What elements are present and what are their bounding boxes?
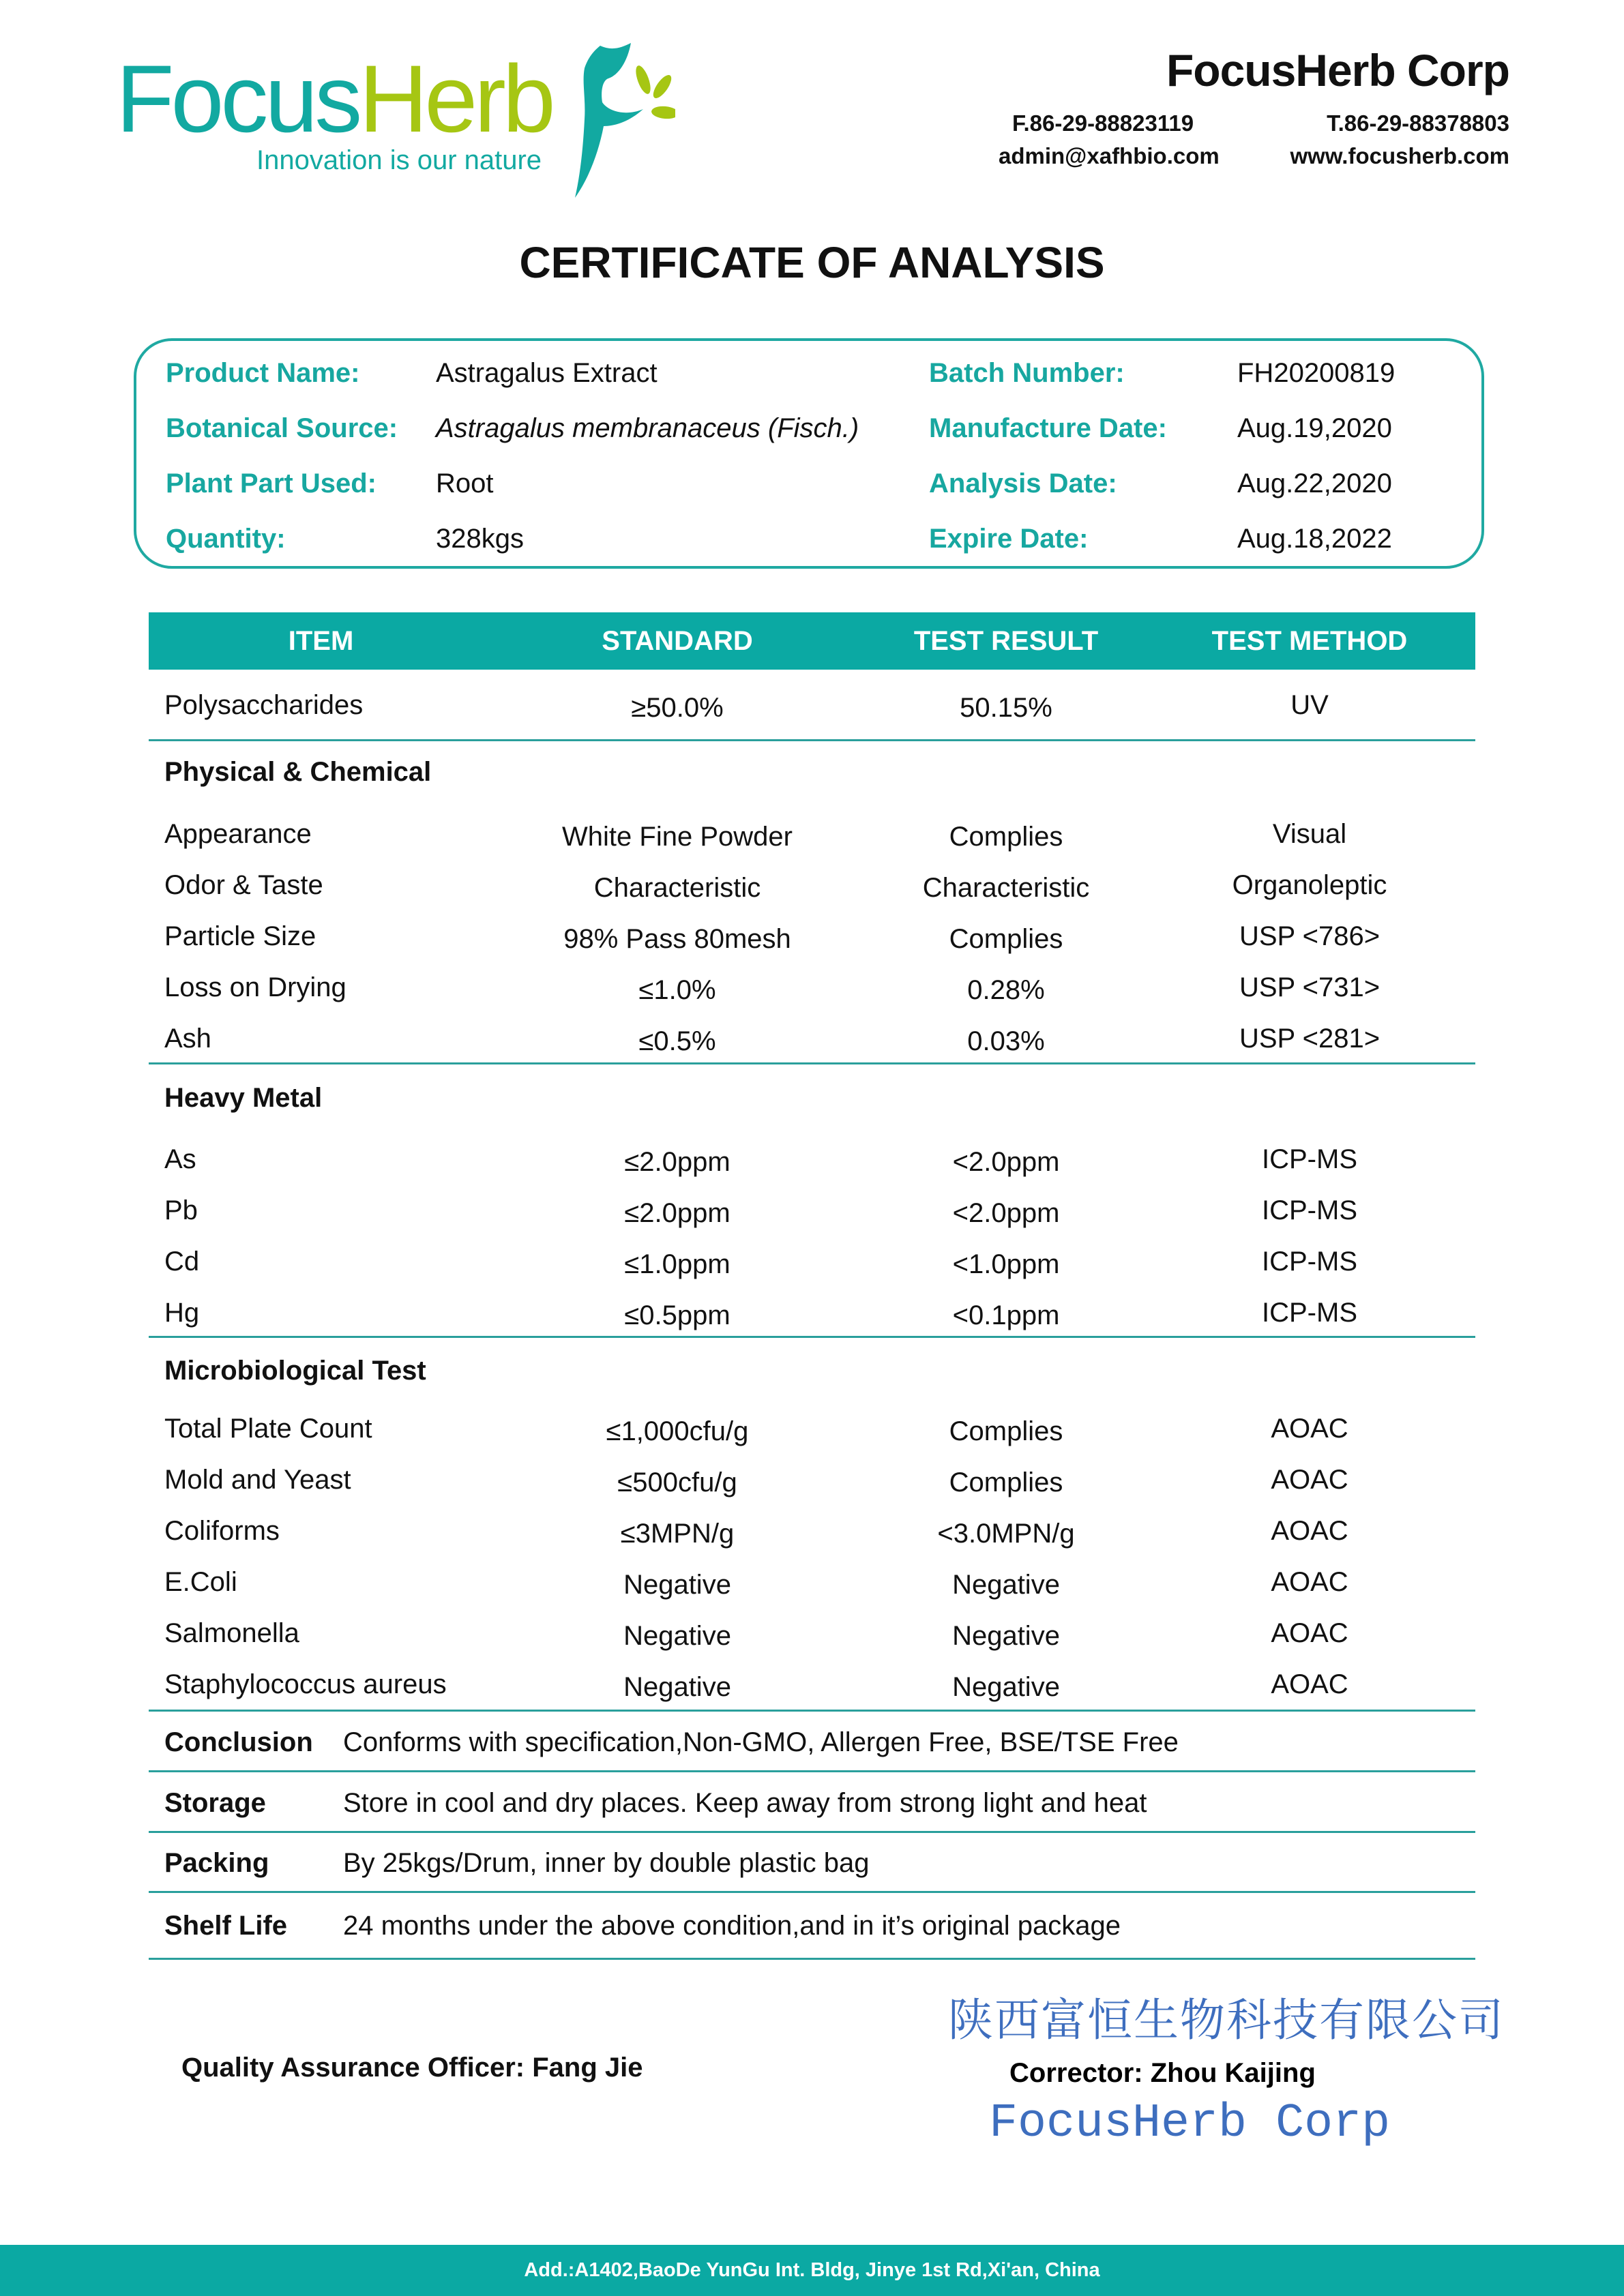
cell-item: Polysaccharides <box>164 690 364 720</box>
logo-tagline: Innovation is our nature <box>256 145 542 175</box>
cell-test-method: AOAC <box>1271 1618 1348 1648</box>
info-value: Astragalus membranaceus (Fisch.) <box>436 413 859 443</box>
info-value: Root <box>436 468 494 498</box>
info-label: Botanical Source: <box>166 413 398 443</box>
cell-standard: ≤500cfu/g <box>617 1467 737 1497</box>
cell-standard: White Fine Powder <box>562 822 793 852</box>
note-label: Shelf Life <box>164 1911 288 1941</box>
info-value: 328kgs <box>436 524 524 554</box>
cell-test-method: USP <731> <box>1239 972 1381 1002</box>
cell-item: Ash <box>164 1024 211 1054</box>
cell-test-result: <2.0ppm <box>952 1198 1060 1228</box>
company-name: FocusHerb Corp <box>1166 45 1509 95</box>
cell-standard: Characteristic <box>593 873 761 903</box>
row-divider <box>149 1062 1475 1064</box>
stamp-english-text: FocusHerb Corp <box>989 2097 1391 2151</box>
cell-test-method: Organoleptic <box>1232 870 1387 900</box>
cell-standard: 98% Pass 80mesh <box>563 924 791 954</box>
row-divider <box>149 1831 1475 1833</box>
company-email[interactable]: admin@xafhbio.com <box>999 143 1220 168</box>
cell-test-result: Complies <box>949 822 1063 852</box>
cell-test-result: Complies <box>949 1416 1063 1446</box>
info-value: Astragalus Extract <box>436 358 658 388</box>
row-divider <box>149 1336 1475 1338</box>
column-header-test-method: TEST METHOD <box>1211 626 1408 656</box>
cell-standard: ≤1.0% <box>638 975 716 1005</box>
cell-test-method: UV <box>1290 690 1329 720</box>
company-fax: F.86-29-88823119 <box>1012 110 1194 136</box>
info-label: Batch Number: <box>929 358 1125 388</box>
row-divider <box>149 1891 1475 1893</box>
cell-item: As <box>164 1144 196 1174</box>
logo-word-herb: Herb <box>359 45 552 152</box>
cell-item: Hg <box>164 1298 200 1328</box>
cell-standard: Negative <box>623 1570 731 1600</box>
cell-item: Mold and Yeast <box>164 1465 351 1495</box>
company-logo <box>116 38 675 208</box>
info-label: Plant Part Used: <box>166 468 377 498</box>
cell-test-method: AOAC <box>1271 1414 1348 1444</box>
cell-test-result: Negative <box>952 1672 1060 1702</box>
cell-test-result: <2.0ppm <box>952 1147 1060 1177</box>
cell-item: Staphylococcus aureus <box>164 1669 447 1699</box>
cell-test-method: AOAC <box>1271 1516 1348 1546</box>
company-phone: T.86-29-88378803 <box>1327 110 1509 136</box>
row-divider <box>149 739 1475 741</box>
cell-standard: ≤2.0ppm <box>624 1198 730 1228</box>
cell-test-method: ICP-MS <box>1262 1195 1357 1225</box>
cell-item: Appearance <box>164 819 312 849</box>
cell-test-result: Negative <box>952 1570 1060 1600</box>
cell-test-result: Complies <box>949 924 1063 954</box>
column-header-item: ITEM <box>288 626 354 656</box>
note-text: By 25kgs/Drum, inner by double plastic bag <box>343 1848 870 1878</box>
cell-test-method: ICP-MS <box>1262 1247 1357 1277</box>
cell-item: Salmonella <box>164 1618 299 1648</box>
cell-test-method: ICP-MS <box>1262 1144 1357 1174</box>
cell-standard: ≤0.5ppm <box>624 1300 730 1330</box>
cell-test-result: 50.15% <box>960 693 1052 723</box>
info-value: FH20200819 <box>1237 358 1396 388</box>
cell-standard: ≤2.0ppm <box>624 1147 730 1177</box>
company-website[interactable]: www.focusherb.com <box>1290 143 1509 168</box>
footer-address: Add.:A1402,BaoDe YunGu Int. Bldg, Jinye 1st Rd,Xi'an, China <box>0 2245 1624 2296</box>
cell-item: Coliforms <box>164 1516 280 1546</box>
qa-officer-signature: Quality Assurance Officer: Fang Jie <box>181 2053 643 2083</box>
cell-test-result: Complies <box>949 1467 1063 1497</box>
stamp-chinese-text: 陕西富恒生物科技有限公司 <box>948 1994 1505 2046</box>
note-label: Conclusion <box>164 1727 313 1757</box>
column-header-test-result: TEST RESULT <box>913 626 1099 656</box>
cell-item: Particle Size <box>164 921 316 951</box>
logo-wordmark <box>116 45 552 152</box>
cell-test-result: Characteristic <box>922 873 1090 903</box>
section-heading: Physical & Chemical <box>164 757 432 787</box>
cell-item: Odor & Taste <box>164 870 323 900</box>
cell-test-result: Negative <box>952 1621 1060 1651</box>
note-text: 24 months under the above condition,and in it’s original package <box>343 1911 1121 1941</box>
cell-test-method: AOAC <box>1271 1567 1348 1597</box>
cell-standard: Negative <box>623 1672 731 1702</box>
column-header-standard: STANDARD <box>602 626 753 656</box>
info-label: Manufacture Date: <box>929 413 1167 443</box>
corrector-signature: Corrector: Zhou Kaijing <box>1009 2058 1316 2088</box>
logo-word-focus: Focus <box>116 45 359 152</box>
cell-standard: ≤1.0ppm <box>624 1249 730 1279</box>
cell-standard: ≤0.5% <box>638 1026 716 1056</box>
section-heading: Microbiological Test <box>164 1356 426 1386</box>
section-heading: Heavy Metal <box>164 1083 323 1113</box>
note-text: Conforms with specification,Non-GMO, Allergen Free, BSE/TSE Free <box>343 1727 1179 1757</box>
row-divider <box>149 1770 1475 1772</box>
document-title: CERTIFICATE OF ANALYSIS <box>519 238 1105 287</box>
cell-test-result: <1.0ppm <box>952 1249 1060 1279</box>
cell-test-method: Visual <box>1272 819 1347 849</box>
cell-item: Pb <box>164 1195 198 1225</box>
table-header <box>149 612 1475 670</box>
cell-item: E.Coli <box>164 1567 237 1597</box>
cell-standard: ≥50.0% <box>631 693 724 723</box>
info-label: Analysis Date: <box>929 468 1117 498</box>
row-divider <box>149 1958 1475 1960</box>
info-label: Product Name: <box>166 358 360 388</box>
cell-item: Loss on Drying <box>164 972 346 1002</box>
info-value: Aug.19,2020 <box>1237 413 1392 443</box>
cell-test-result: <0.1ppm <box>952 1300 1060 1330</box>
info-label: Quantity: <box>166 524 286 554</box>
cell-test-result: 0.28% <box>967 975 1045 1005</box>
cell-standard: ≤1,000cfu/g <box>606 1416 749 1446</box>
note-label: Packing <box>164 1848 269 1878</box>
cell-test-method: AOAC <box>1271 1669 1348 1699</box>
cell-test-result: <3.0MPN/g <box>937 1519 1075 1549</box>
cell-standard: Negative <box>623 1621 731 1651</box>
cell-item: Cd <box>164 1247 200 1277</box>
row-divider <box>149 1710 1475 1712</box>
info-value: Aug.22,2020 <box>1237 468 1392 498</box>
cell-test-method: ICP-MS <box>1262 1298 1357 1328</box>
cell-test-method: AOAC <box>1271 1465 1348 1495</box>
cell-test-method: USP <786> <box>1239 921 1381 951</box>
cell-test-method: USP <281> <box>1239 1024 1381 1054</box>
info-value: Aug.18,2022 <box>1237 524 1392 554</box>
note-text: Store in cool and dry places. Keep away from strong light and heat <box>343 1788 1147 1818</box>
cell-item: Total Plate Count <box>164 1414 372 1444</box>
note-label: Storage <box>164 1788 266 1818</box>
cell-standard: ≤3MPN/g <box>620 1519 735 1549</box>
cell-test-result: 0.03% <box>967 1026 1045 1056</box>
leaf-f-logo-icon <box>563 38 675 201</box>
info-label: Expire Date: <box>929 524 1089 554</box>
